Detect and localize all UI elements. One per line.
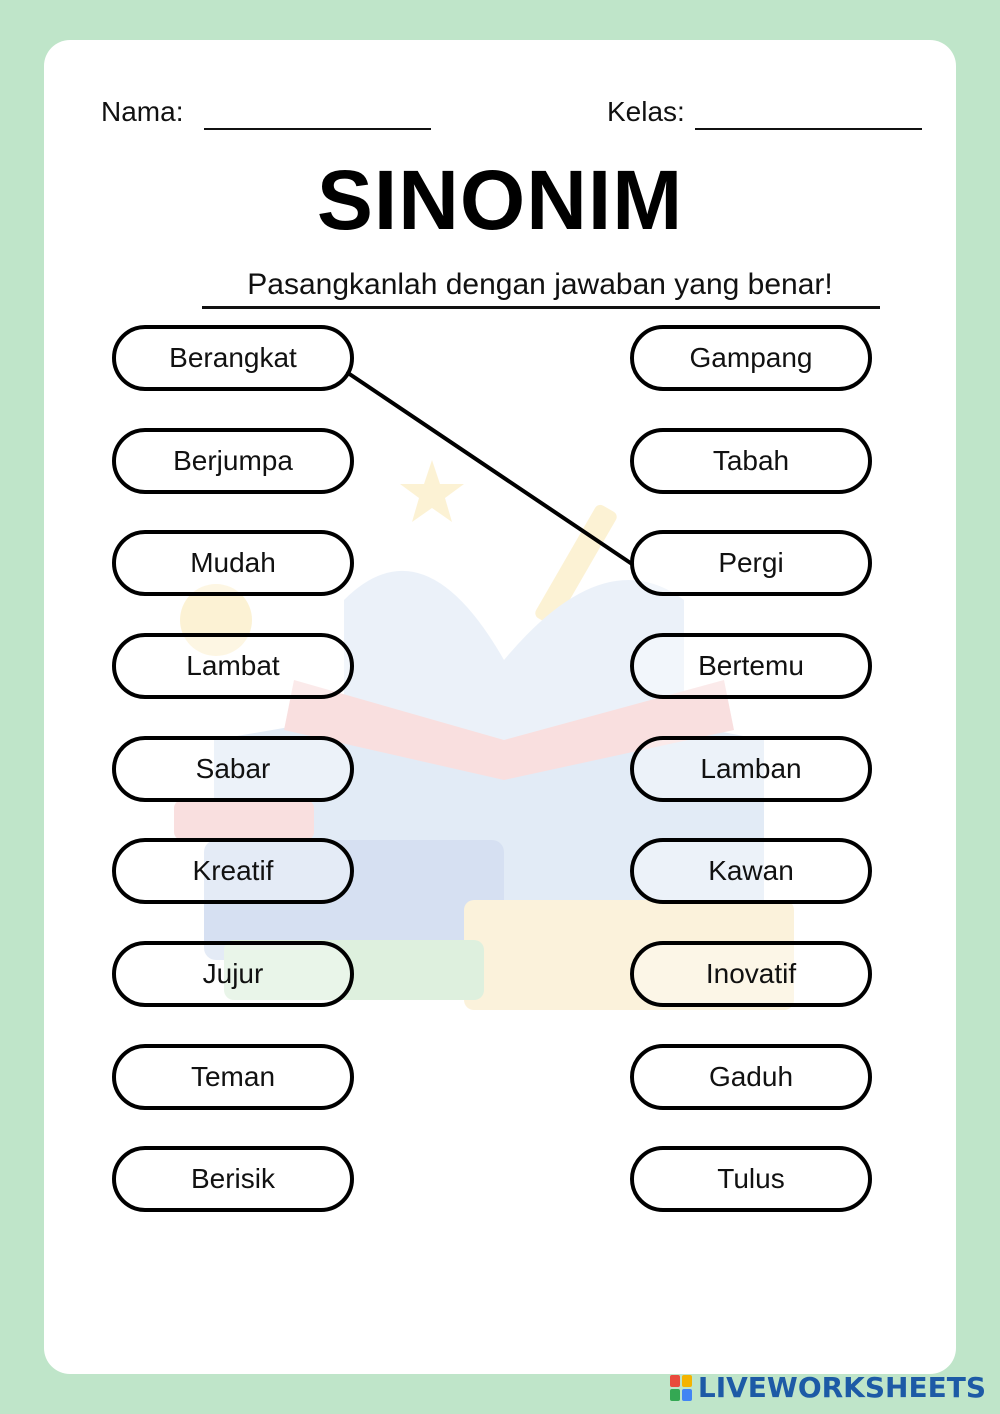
- right-word-label: Lamban: [700, 753, 802, 784]
- right-word-label: Kawan: [708, 855, 794, 886]
- right-word-5[interactable]: [630, 736, 872, 802]
- instruction-text: Pasangkanlah dengan jawaban yang benar!: [247, 268, 833, 301]
- worksheet: [44, 40, 956, 1374]
- right-word-label: Gaduh: [708, 1061, 794, 1092]
- logo-mark-icon: [670, 1375, 692, 1401]
- page-title: SINONIM: [316, 153, 684, 247]
- left-word-label: Berisik: [190, 1163, 275, 1194]
- right-word-label: Tulus: [717, 1163, 785, 1194]
- name-label: Nama:: [101, 96, 184, 127]
- left-word-label: Lambat: [186, 650, 280, 681]
- right-word-1[interactable]: [630, 325, 872, 391]
- right-word-3[interactable]: [630, 530, 872, 596]
- left-word-4[interactable]: [112, 633, 354, 699]
- left-word-7[interactable]: [112, 941, 354, 1007]
- class-label: Kelas:: [607, 96, 685, 127]
- left-word-label: Kreatif: [192, 855, 274, 886]
- right-word-4[interactable]: [630, 633, 872, 699]
- left-word-5[interactable]: [112, 736, 354, 802]
- left-word-8[interactable]: [112, 1044, 354, 1110]
- right-word-6[interactable]: [630, 838, 872, 904]
- left-word-6[interactable]: [112, 838, 354, 904]
- left-word-9[interactable]: [112, 1146, 354, 1212]
- left-word-label: Sabar: [195, 753, 271, 784]
- left-word-label: Berangkat: [169, 342, 297, 373]
- class-input-line[interactable]: [695, 128, 922, 130]
- right-word-label: Inovatif: [705, 958, 797, 989]
- left-word-label: Mudah: [190, 547, 276, 578]
- left-word-label: Jujur: [202, 958, 264, 989]
- right-word-9[interactable]: [630, 1146, 872, 1212]
- right-word-label: Gampang: [689, 342, 813, 373]
- left-word-1[interactable]: [112, 325, 354, 391]
- right-word-label: Pergi: [718, 547, 784, 578]
- instruction-underline: [202, 306, 880, 309]
- right-word-2[interactable]: [630, 428, 872, 494]
- brand-name: LIVEWORKSHEETS: [697, 1371, 986, 1404]
- right-word-8[interactable]: [630, 1044, 872, 1110]
- left-word-2[interactable]: [112, 428, 354, 494]
- liveworksheets-logo: [670, 1371, 986, 1404]
- name-input-line[interactable]: [204, 128, 431, 130]
- left-word-label: Berjumpa: [173, 445, 293, 476]
- match-line-berangkat-pergi: [348, 373, 632, 564]
- right-word-label: Bertemu: [698, 650, 804, 681]
- right-word-label: Tabah: [712, 445, 790, 476]
- left-word-label: Teman: [190, 1061, 276, 1092]
- left-word-3[interactable]: [112, 530, 354, 596]
- right-word-7[interactable]: [630, 941, 872, 1007]
